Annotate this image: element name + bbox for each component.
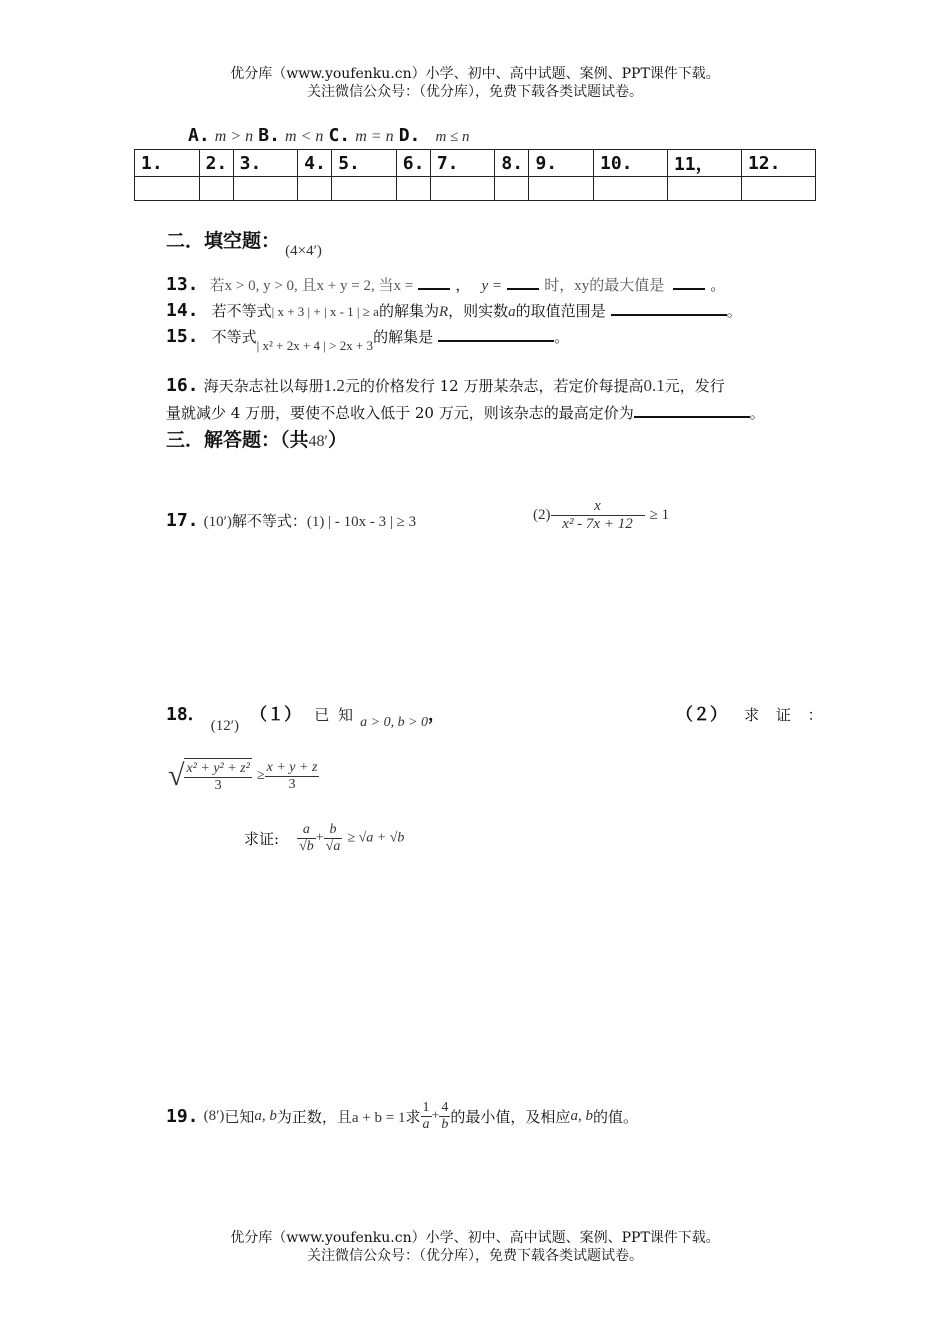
q14-post: 的取值范围是 bbox=[515, 302, 606, 320]
q15-end: 。 bbox=[554, 328, 570, 346]
answer-cell[interactable] bbox=[298, 177, 332, 201]
q18-f2-den: √a bbox=[325, 839, 341, 854]
q13-when: 时，xy的最大值是 bbox=[544, 278, 665, 294]
q16-line1-a: 海天杂志社以每册 bbox=[203, 377, 324, 395]
footer-line-2: 关注微信公众号：（优分库），免费下载各类试题试卷。 bbox=[307, 1248, 643, 1264]
q18-sqrt-fraction bbox=[184, 758, 251, 794]
question-17 bbox=[166, 510, 416, 531]
q19-f1-den: a bbox=[422, 1117, 430, 1132]
section-2-score: (4×4′) bbox=[285, 243, 322, 259]
section-3-heading bbox=[166, 425, 347, 452]
q15-post: 的解集是 bbox=[373, 328, 434, 346]
q14-mid: 的解集为 bbox=[378, 302, 439, 320]
q19-score: (8′) bbox=[203, 1108, 225, 1124]
q19-plus: + bbox=[431, 1108, 440, 1124]
answer-cell[interactable] bbox=[396, 177, 430, 201]
answer-cell[interactable] bbox=[741, 177, 815, 201]
q18-f1-den: √b bbox=[299, 839, 314, 854]
q14-R: R bbox=[438, 304, 449, 320]
q18-f2-num: b bbox=[324, 822, 343, 839]
q18-known: 已 知 bbox=[314, 706, 356, 724]
q19-number: 19. bbox=[166, 1106, 199, 1127]
q17-frac-num: x bbox=[551, 498, 645, 516]
question-13 bbox=[166, 274, 725, 295]
sqrt-radical-icon: √ bbox=[168, 759, 185, 792]
q17-text: 解不等式： bbox=[231, 512, 307, 530]
answer-header-cell: 3. bbox=[233, 150, 298, 177]
section-2-heading bbox=[166, 226, 322, 259]
option-d-math: m ≤ n bbox=[435, 129, 470, 145]
q19-frac-2 bbox=[439, 1100, 450, 1133]
answer-table bbox=[134, 149, 816, 201]
footer-line-1: 优分库（www.youfenku.cn）小学、初中、高中试题、案例、PPT课件下载。 bbox=[230, 1230, 720, 1246]
q13-blank-max[interactable] bbox=[673, 276, 705, 290]
answer-header-cell: 11， bbox=[667, 150, 741, 177]
question-16-line-2 bbox=[166, 402, 765, 423]
q19-t1: 已知 bbox=[224, 1108, 255, 1126]
choice-options bbox=[188, 125, 470, 146]
q17-rhs: ≥ 1 bbox=[649, 507, 670, 523]
section-3-close: ） bbox=[328, 429, 348, 451]
answer-cell[interactable] bbox=[332, 177, 397, 201]
option-b-math: m < n bbox=[285, 128, 324, 145]
answer-cell[interactable] bbox=[135, 177, 200, 201]
option-a-math: m > n bbox=[214, 128, 254, 145]
question-16 bbox=[166, 375, 806, 396]
q19-f2-num: 4 bbox=[441, 1100, 449, 1115]
answer-header-cell: 8. bbox=[495, 150, 529, 177]
q14-a: a bbox=[508, 304, 516, 320]
q16-price: 1.2 bbox=[323, 376, 345, 395]
q18-frac-1 bbox=[297, 822, 316, 855]
q18-ineq-num2: x + y + z bbox=[266, 759, 318, 775]
section-3-title: 三．解答题：（共 bbox=[166, 429, 309, 451]
q18-part1-prove bbox=[244, 822, 404, 855]
q18-ineq-den1: 3 bbox=[214, 778, 222, 793]
q13-condition: 若x > 0, y > 0, 且x + y = 2, 当x = bbox=[209, 278, 414, 294]
header-line-1: 优分库（www.youfenku.cn）小学、初中、高中试题、案例、PPT课件下载。 bbox=[230, 66, 720, 82]
q16-line1-c: 元，发行 bbox=[664, 377, 725, 395]
answer-cell[interactable] bbox=[529, 177, 594, 201]
q18-rhs-fraction bbox=[265, 760, 320, 793]
q19-ab: a, b bbox=[254, 1108, 277, 1124]
q13-end: 。 bbox=[710, 276, 726, 294]
q17-part1: (1) | - 10x - 3 | ≥ 3 bbox=[306, 514, 417, 530]
q19-frac-1 bbox=[421, 1100, 432, 1133]
answer-cell[interactable] bbox=[430, 177, 495, 201]
answer-header-cell: 4. bbox=[298, 150, 332, 177]
q14-number: 14. bbox=[166, 300, 199, 321]
q16-line2: 量就减少 4 万册，要使不总收入低于 20 万元，则该杂志的最高定价为 bbox=[166, 404, 634, 422]
question-19 bbox=[166, 1100, 638, 1133]
q18-rhs: ≥ √a + √b bbox=[347, 830, 405, 846]
q14-pre: 若不等式 bbox=[211, 302, 272, 320]
section-3-score: 48′ bbox=[308, 433, 329, 450]
q17-number: 17. bbox=[166, 510, 199, 531]
q15-number: 15. bbox=[166, 326, 199, 347]
q15-pre: 不等式 bbox=[211, 328, 257, 346]
q18-prove2: 求证: bbox=[244, 830, 280, 848]
question-18 bbox=[166, 700, 446, 734]
q18-geq: ≥ bbox=[256, 768, 265, 783]
q18-plus: + bbox=[315, 830, 324, 846]
answer-header-cell: 9. bbox=[529, 150, 594, 177]
q19-t5: 的值。 bbox=[592, 1108, 638, 1126]
answer-cell[interactable] bbox=[199, 177, 233, 201]
q13-number: 13. bbox=[166, 274, 199, 295]
q17-frac-den: x² - 7x + 12 bbox=[562, 516, 633, 532]
q19-f1-num: 1 bbox=[422, 1100, 430, 1115]
q18-frac-2 bbox=[324, 822, 343, 855]
question-15 bbox=[166, 326, 570, 353]
q13-y-eq: y = bbox=[481, 278, 502, 294]
q13-blank-y[interactable] bbox=[507, 276, 539, 290]
q18-part2-inequality bbox=[168, 758, 319, 794]
q18-part1-label: （１） bbox=[250, 705, 302, 725]
q18-part2-heading bbox=[676, 700, 829, 725]
q14-end: 。 bbox=[726, 302, 742, 320]
q18-prove: 求 证 ： bbox=[744, 706, 829, 724]
q18-ineq-num1: x² + y² + z² bbox=[186, 761, 250, 776]
q18-f1-num: a bbox=[297, 822, 316, 839]
option-a-label: A. bbox=[188, 125, 210, 146]
q17-part2 bbox=[533, 498, 669, 533]
q19-ab2: a, b bbox=[570, 1108, 593, 1124]
q19-f2-den: b bbox=[441, 1117, 449, 1132]
q16-blank[interactable] bbox=[634, 404, 750, 418]
q14-blank[interactable] bbox=[611, 302, 727, 316]
option-b-label: B. bbox=[258, 125, 280, 146]
q18-condition: a > 0, b > 0 bbox=[360, 715, 429, 730]
answer-cell[interactable] bbox=[594, 177, 668, 201]
q18-part2-label: （２） bbox=[676, 705, 727, 725]
q16-increment: 0.1 bbox=[643, 376, 665, 395]
q18-number: 18． bbox=[166, 704, 206, 725]
option-d-label: D. bbox=[398, 125, 421, 146]
q14-math: | x + 3 | + | x - 1 | ≥ a bbox=[271, 304, 379, 319]
q15-math: | x² + 2x + 4 | > 2x + 3 bbox=[256, 338, 374, 353]
answer-cell[interactable] bbox=[233, 177, 298, 201]
answer-header-cell: 1. bbox=[135, 150, 200, 177]
header-line-2: 关注微信公众号：（优分库），免费下载各类试题试卷。 bbox=[307, 84, 643, 100]
q19-t3: 求 bbox=[405, 1108, 421, 1126]
q15-blank[interactable] bbox=[438, 328, 554, 342]
section-2-title: 二．填空题： bbox=[166, 230, 281, 252]
answer-header-cell: 10. bbox=[594, 150, 668, 177]
q19-t2: 为正数， bbox=[276, 1108, 337, 1126]
answer-cell[interactable] bbox=[495, 177, 529, 201]
answer-table-blank-row bbox=[135, 177, 816, 201]
answer-header-cell: 6. bbox=[396, 150, 430, 177]
answer-header-cell: 5. bbox=[332, 150, 397, 177]
answer-header-cell: 7. bbox=[430, 150, 495, 177]
answer-table-header-row bbox=[135, 150, 816, 177]
q14-mid2: ，则实数 bbox=[448, 302, 509, 320]
answer-header-cell: 12. bbox=[741, 150, 815, 177]
q19-t4: 的最小值，及相应 bbox=[450, 1108, 571, 1126]
q13-comma: ， bbox=[455, 276, 471, 294]
option-c-math: m = n bbox=[355, 128, 394, 145]
q17-part2-label: (2) bbox=[533, 507, 551, 523]
answer-cell[interactable] bbox=[667, 177, 741, 201]
q13-blank-x[interactable] bbox=[418, 276, 450, 290]
q19-condition: 且a + b = 1 bbox=[336, 1110, 406, 1126]
q18-score: (12′) bbox=[210, 718, 240, 734]
q17-fraction bbox=[551, 498, 645, 533]
q18-comma: ， bbox=[428, 705, 446, 725]
option-c-label: C. bbox=[328, 125, 351, 146]
q16-end: 。 bbox=[749, 404, 765, 422]
question-14 bbox=[166, 300, 742, 321]
q17-score: (10′) bbox=[203, 514, 232, 530]
q16-number: 16. bbox=[166, 375, 199, 396]
q18-ineq-den2: 3 bbox=[288, 776, 296, 792]
answer-header-cell: 2. bbox=[199, 150, 233, 177]
q16-line1-b: 元的价格发行 12 万册某杂志，若定价每提高 bbox=[344, 377, 644, 395]
